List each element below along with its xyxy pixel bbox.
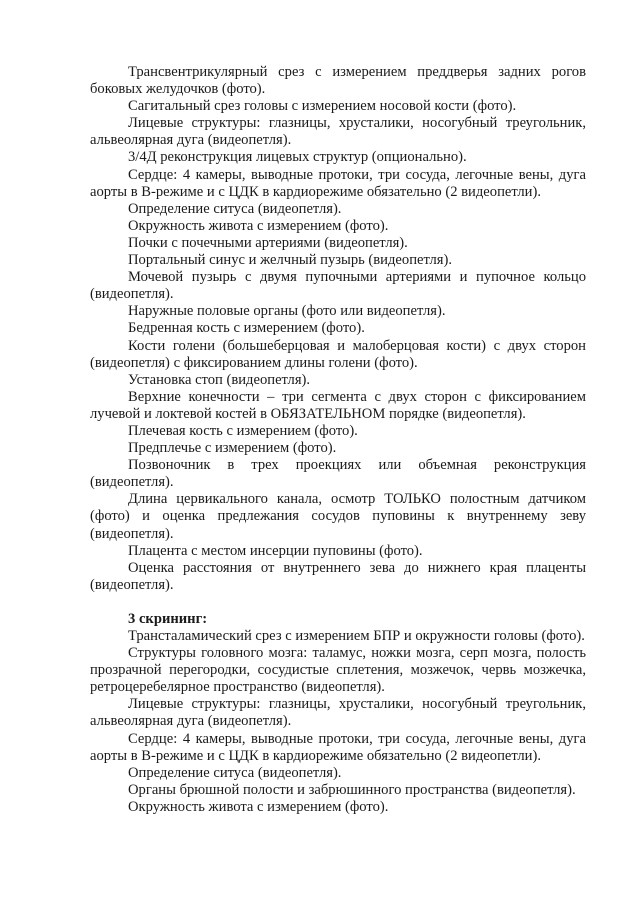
list-item: Структуры головного мозга: таламус, ножки мозга, серп мозга, полость прозрачной перегородки, сосудистые сплетения, мозжечок, червь мозжечка, ретроцеребелярное пространство (видеопетля). bbox=[90, 645, 586, 696]
list-item: Плацента с местом инсерции пуповины (фото). bbox=[128, 542, 423, 559]
list-item: Определение ситуса (видеопетля). bbox=[128, 200, 342, 217]
list-item: 3/4Д реконструкция лицевых структур (опционально). bbox=[128, 149, 467, 166]
list-item: Плечевая кость с измерением (фото). bbox=[128, 422, 358, 439]
list-item: Почки с почечными артериями (видеопетля). bbox=[128, 234, 408, 251]
section-2-list bbox=[90, 64, 586, 594]
list-item: Сагитальный срез головы с измерением носовой кости (фото). bbox=[128, 98, 517, 115]
list-item: Портальный синус и желчный пузырь (видеопетля). bbox=[128, 252, 452, 269]
list-item: Трансталамический срез с измерением БПР и окружности головы (фото). bbox=[128, 628, 585, 644]
list-item: Определение ситуса (видеопетля). bbox=[128, 764, 342, 781]
list-item: Верхние конечности – три сегмента с двух сторон с фиксированием лучевой и локтевой костей в ОБЯЗАТЕЛЬНОМ порядке (видеопетля). bbox=[90, 388, 586, 422]
list-item: Наружные половые органы (фото или видеопетля). bbox=[128, 303, 446, 320]
list-item: Окружность живота с измерением (фото). bbox=[128, 798, 389, 815]
list-item: Окружность живота с измерением (фото). bbox=[128, 217, 389, 234]
section-gap bbox=[90, 594, 586, 611]
list-item: Предплечье с измерением (фото). bbox=[128, 440, 337, 457]
list-item: Лицевые структуры: глазницы, хрусталики, носогубный треугольник, альвеолярная дуга (видеопетля). bbox=[90, 696, 586, 730]
list-item: Органы брюшной полости и забрюшинного пространства (видеопетля). bbox=[128, 781, 576, 798]
list-item: Трансвентрикулярный срез с измерением преддверья задних рогов боковых желудочков (фото). bbox=[90, 64, 586, 98]
list-item: Мочевой пузырь с двумя пупочными артериями и пупочное кольцо (видеопетля). bbox=[90, 269, 586, 303]
list-item: Кости голени (большеберцовая и малоберцовая кости) с двух сторон (видеопетля) с фиксированием длины голени (фото). bbox=[90, 337, 586, 371]
list-item: Позвоночник в трех проекциях или объемная реконструкция (видеопетля). bbox=[90, 457, 586, 491]
list-item: Бедренная кость с измерением (фото). bbox=[128, 320, 365, 337]
list-item: Сердце: 4 камеры, выводные протоки, три сосуда, легочные вены, дуга аорты в В-режиме и с ЦДК в кардиорежиме обязательно (2 видеопетли). bbox=[90, 166, 586, 200]
section-3-heading: 3 скрининг: bbox=[128, 610, 208, 627]
list-item: Оценка расстояния от внутреннего зева до нижнего края плаценты (видеопетля). bbox=[90, 559, 586, 593]
section-3-list bbox=[90, 628, 586, 816]
list-item: Установка стоп (видеопетля). bbox=[128, 371, 311, 388]
list-item: Длина цервикального канала, осмотр ТОЛЬКО полостным датчиком (фото) и оценка предлежания сосудов пуповины к внутреннему зеву (видеопетля). bbox=[90, 491, 586, 542]
list-item: Сердце: 4 камеры, выводные протоки, три сосуда, легочные вены, дуга аорты в В-режиме и с ЦДК в кардиорежиме обязательно (2 видеопетли). bbox=[90, 730, 586, 764]
list-item: Лицевые структуры: глазницы, хрусталики, носогубный треугольник, альвеолярная дуга (видеопетля). bbox=[90, 115, 586, 149]
